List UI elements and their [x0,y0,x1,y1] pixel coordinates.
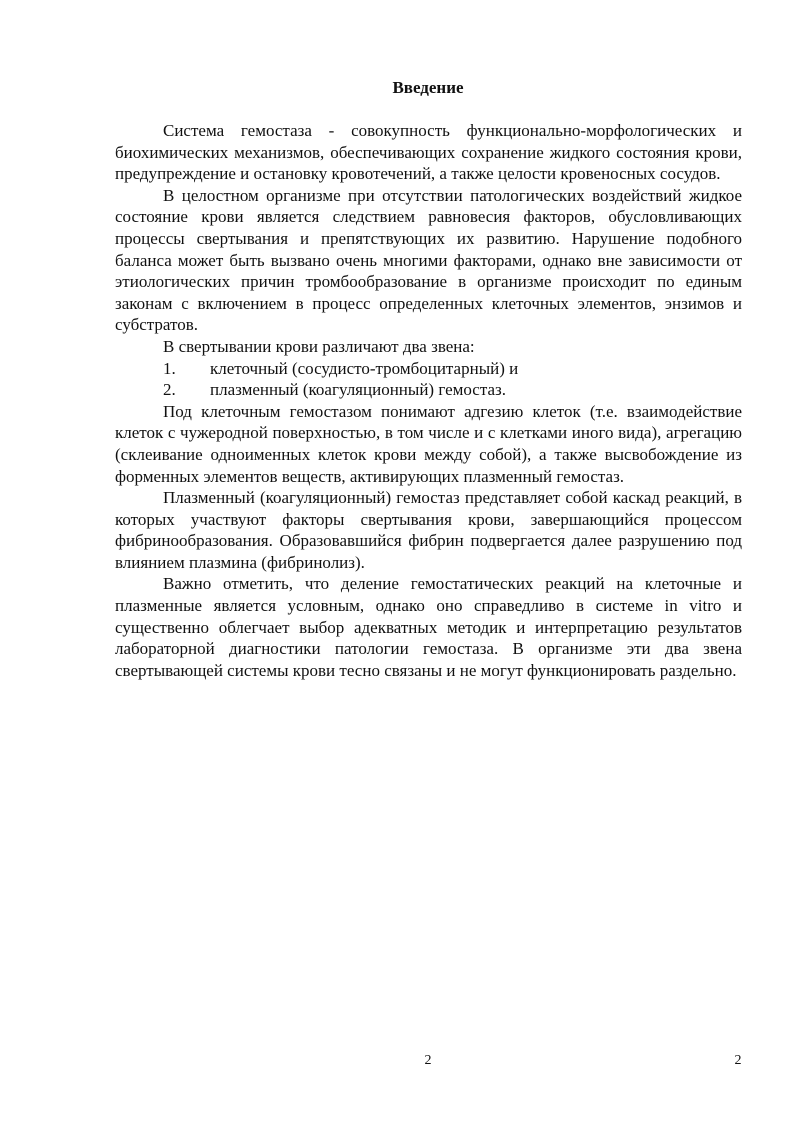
page-number-right: 2 [734,1053,742,1068]
paragraph: Система гемостаза - совокупность функционально-морфологических и биохимических механизмов, обеспечивающих сохранение жидкого состояния крови, предупреждение и остановку кровотечений, а также целости кровеносных сосудов. [115,121,742,184]
paragraph: Плазменный (коагуляционный) гемостаз представляет собой каскад реакций, в которых участвуют факторы свертывания крови, завершающийся процессом фибринообразования. Образовавшийся фибрин подвергается далее разрушению под влиянием плазмина (фибринолиз). [115,488,742,572]
list-item [115,358,742,380]
list-item [115,379,742,401]
paragraph: Важно отметить, что деление гемостатических реакций на клеточные и плазменные является условным, однако оно справедливо в системе in vitro и существенно облегчает выбор адекватных методик и интерпретацию результатов лабораторной диагностики патологии гемостаза. В организме эти два звена свертывающей системы крови тесно связаны и не могут функционировать раздельно. [115,574,742,680]
page-number: 2 [424,1053,432,1068]
list-number: 2. [163,380,176,400]
document-body [115,120,742,681]
list-text: плазменный (коагуляционный) гемостаз. [210,380,506,400]
paragraph: В свертывании крови различают два звена: [163,336,475,356]
page-title: Введение [392,78,464,97]
list-text: клеточный (сосудисто-тромбоцитарный) и [210,358,519,378]
list-number: 1. [163,358,176,378]
paragraph: В целостном организме при отсутствии патологических воздействий жидкое состояние крови является следствием равновесия факторов, обусловливающих процессы свертывания и препятствующих их развитию. Нарушение подобного баланса может быть вызвано очень многими факторами, однако вне зависимости от этиологических причин тромбообразование в организме происходит по единым законам с включением в процесс определенных клеточных элементов, энзимов и субстратов. [115,185,742,335]
paragraph: Под клеточным гемостазом понимают адгезию клеток (т.е. взаимодействие клеток с чужеродной поверхностью, в том числе и с клетками иного вида), агрегацию (склеивание одноименных клеток крови между собой), а также высвобождение из форменных элементов веществ, активирующих плазменный гемостаз. [115,401,742,486]
